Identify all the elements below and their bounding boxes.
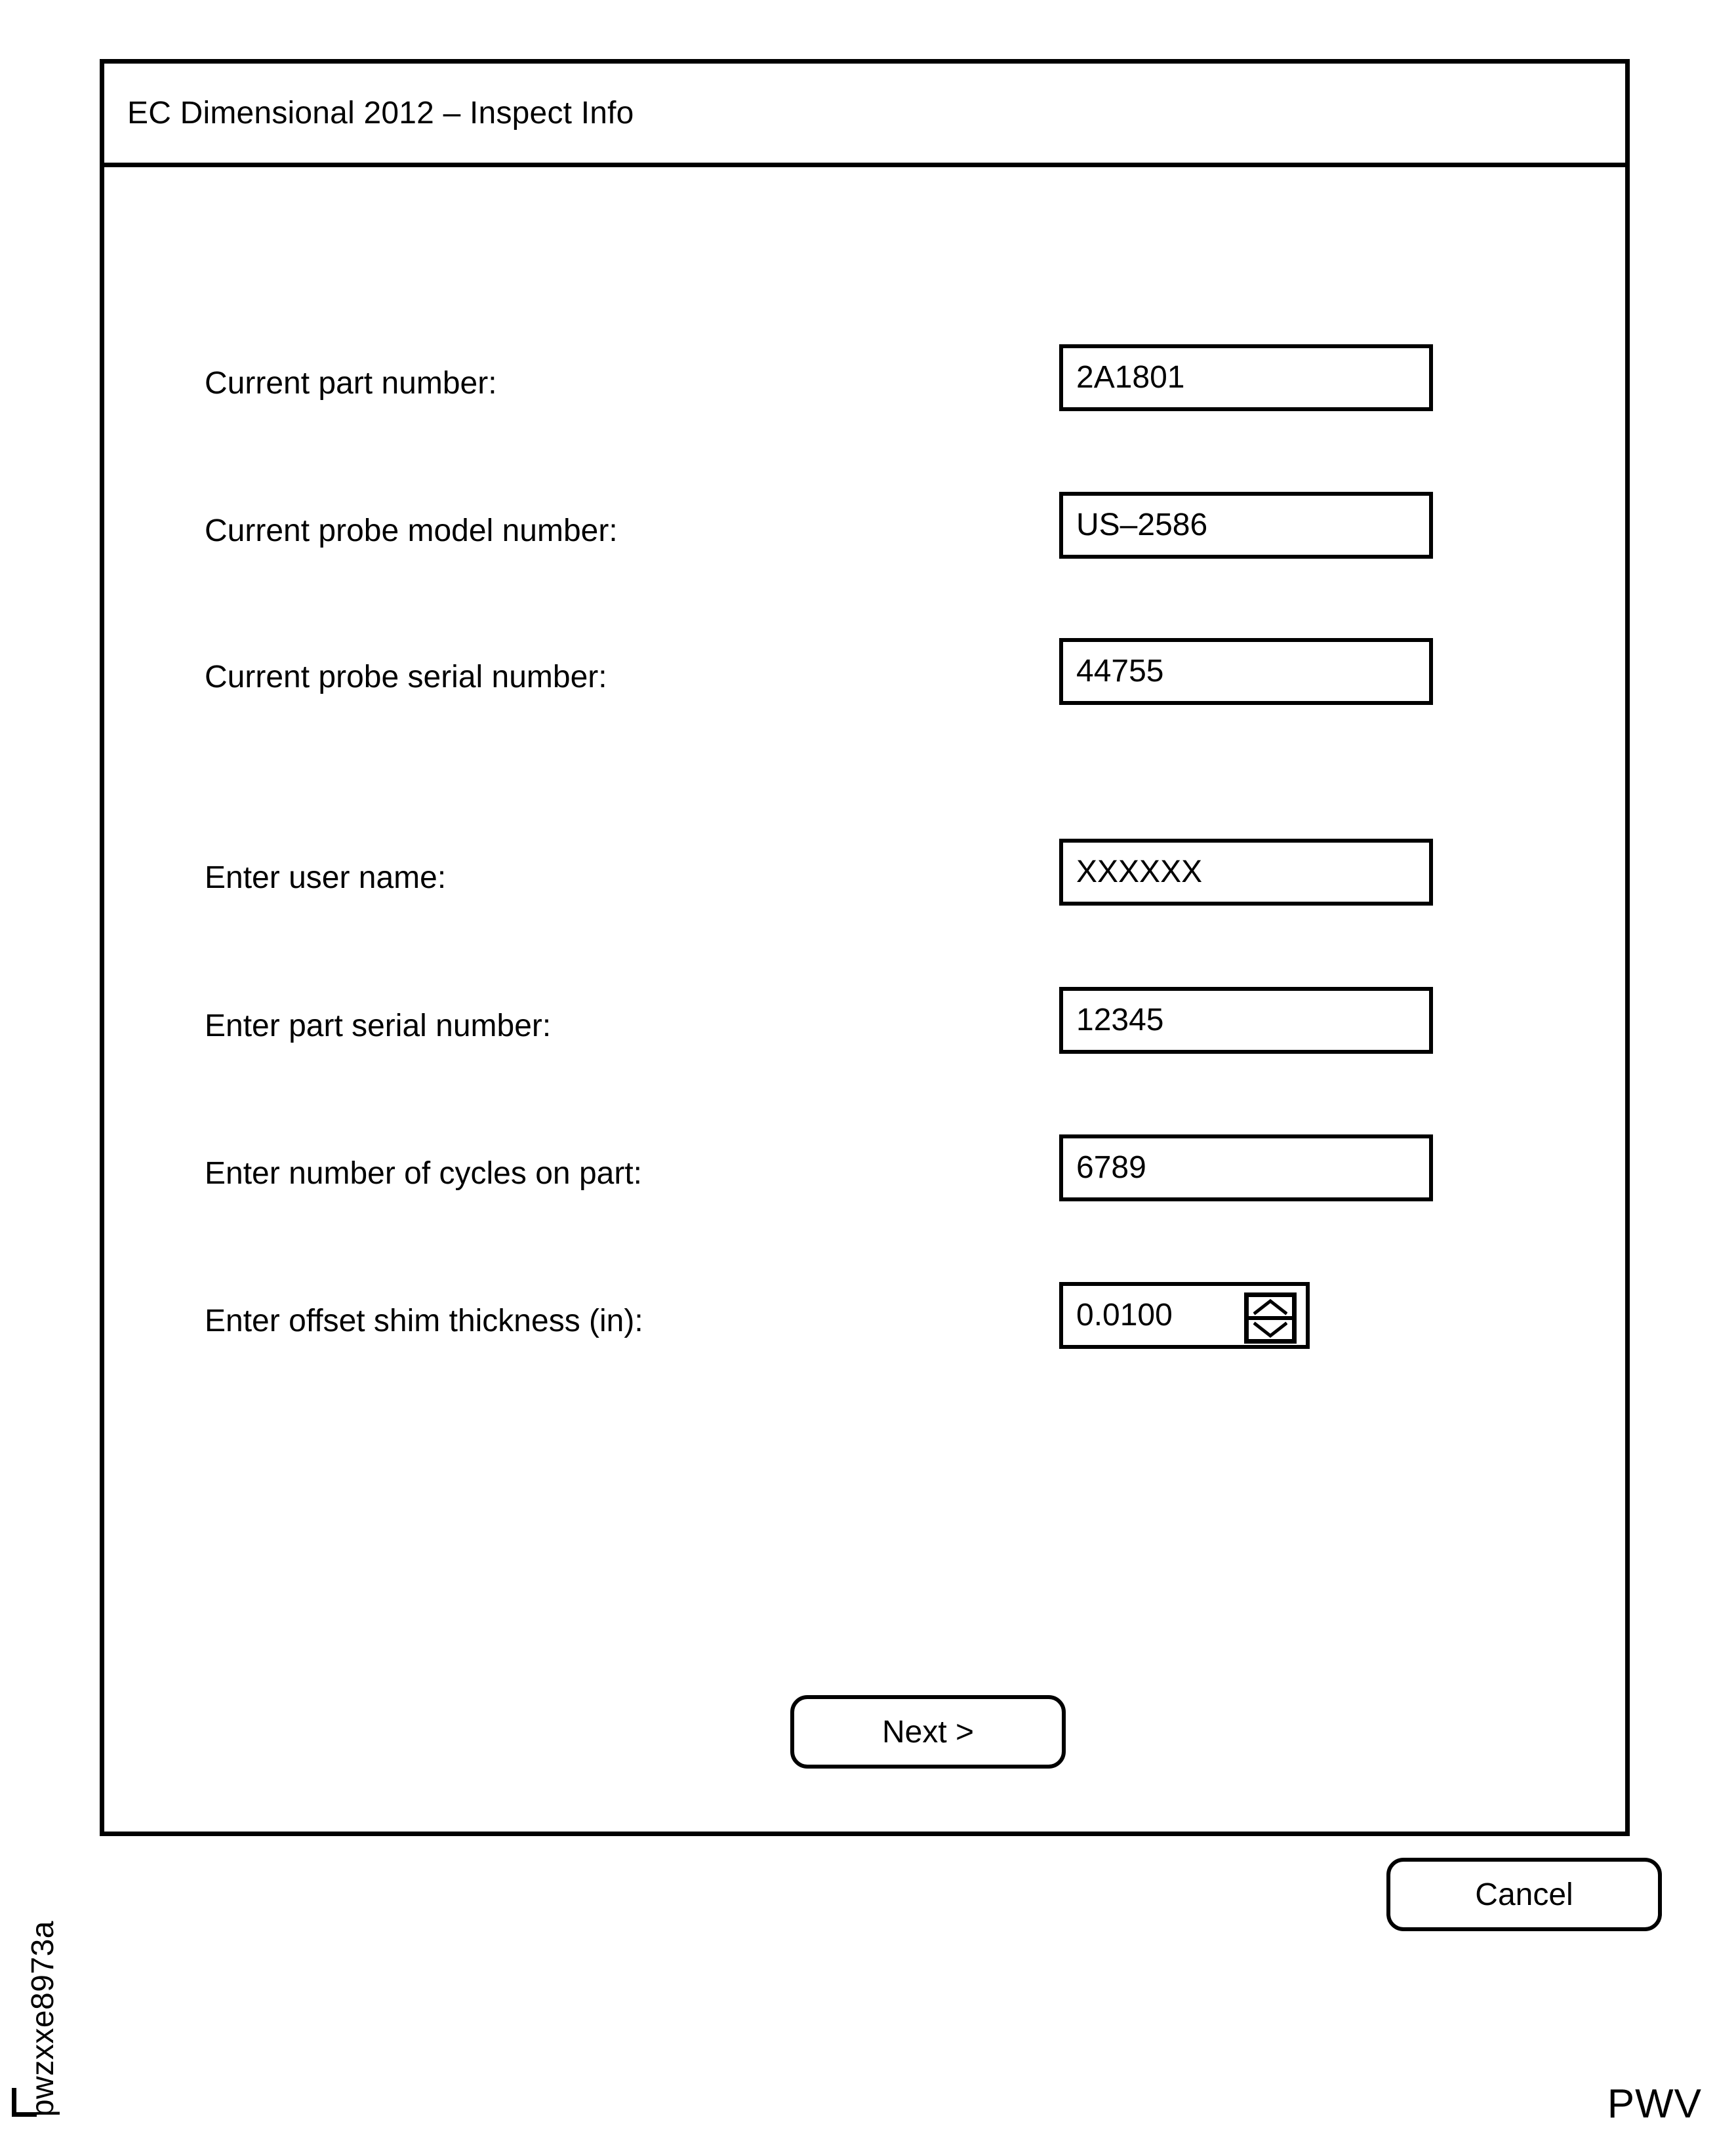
input-offset-shim-thickness[interactable] xyxy=(1059,1282,1310,1349)
label-current-probe-serial-number: Current probe serial number: xyxy=(205,660,607,694)
form-row-current-probe-serial-number xyxy=(104,638,1625,717)
form-row-user-name xyxy=(104,839,1625,917)
value-offset-shim-thickness: 0.0100 xyxy=(1076,1298,1173,1332)
form-row-part-serial-number xyxy=(104,987,1625,1066)
dialog-body xyxy=(104,167,1625,1912)
next-button[interactable]: Next > xyxy=(790,1695,1066,1769)
form-row-current-part-number xyxy=(104,344,1625,423)
cancel-button[interactable]: Cancel xyxy=(1386,1858,1662,1931)
chevron-up-icon[interactable] xyxy=(1249,1297,1292,1320)
input-cycles-on-part[interactable] xyxy=(1059,1134,1433,1201)
label-current-probe-model-number: Current probe model number: xyxy=(205,513,618,548)
dialog-title-bar xyxy=(104,64,1625,167)
label-cycles-on-part: Enter number of cycles on part: xyxy=(205,1156,642,1191)
input-current-part-number[interactable] xyxy=(1059,344,1433,411)
figure-id-label: pwzxxe8973a xyxy=(26,1920,60,2117)
value-current-probe-serial-number: 44755 xyxy=(1076,654,1164,689)
form-row-offset-shim-thickness xyxy=(104,1282,1625,1361)
window-title: EC Dimensional 2012 – Inspect Info xyxy=(127,95,634,130)
value-part-serial-number: 12345 xyxy=(1076,1003,1164,1037)
form-row-cycles-on-part xyxy=(104,1134,1625,1213)
value-current-part-number: 2A1801 xyxy=(1076,360,1185,395)
input-current-probe-serial-number[interactable] xyxy=(1059,638,1433,705)
label-offset-shim-thickness: Enter offset shim thickness (in): xyxy=(205,1304,643,1338)
value-cycles-on-part: 6789 xyxy=(1076,1150,1146,1185)
inspect-info-dialog xyxy=(100,59,1630,1912)
label-user-name: Enter user name: xyxy=(205,860,447,895)
label-part-serial-number: Enter part serial number: xyxy=(205,1009,552,1043)
form-row-current-probe-model-number xyxy=(104,492,1625,571)
label-current-part-number: Current part number: xyxy=(205,366,497,401)
input-current-probe-model-number[interactable] xyxy=(1059,492,1433,559)
offset-shim-thickness-stepper[interactable] xyxy=(1244,1292,1297,1344)
input-part-serial-number[interactable] xyxy=(1059,987,1433,1054)
value-user-name: XXXXXX xyxy=(1076,854,1203,889)
page-mark-label: PWV xyxy=(1607,2081,1702,2127)
chevron-down-icon[interactable] xyxy=(1249,1320,1292,1339)
input-user-name[interactable] xyxy=(1059,839,1433,906)
value-current-probe-model-number: US–2586 xyxy=(1076,508,1208,542)
